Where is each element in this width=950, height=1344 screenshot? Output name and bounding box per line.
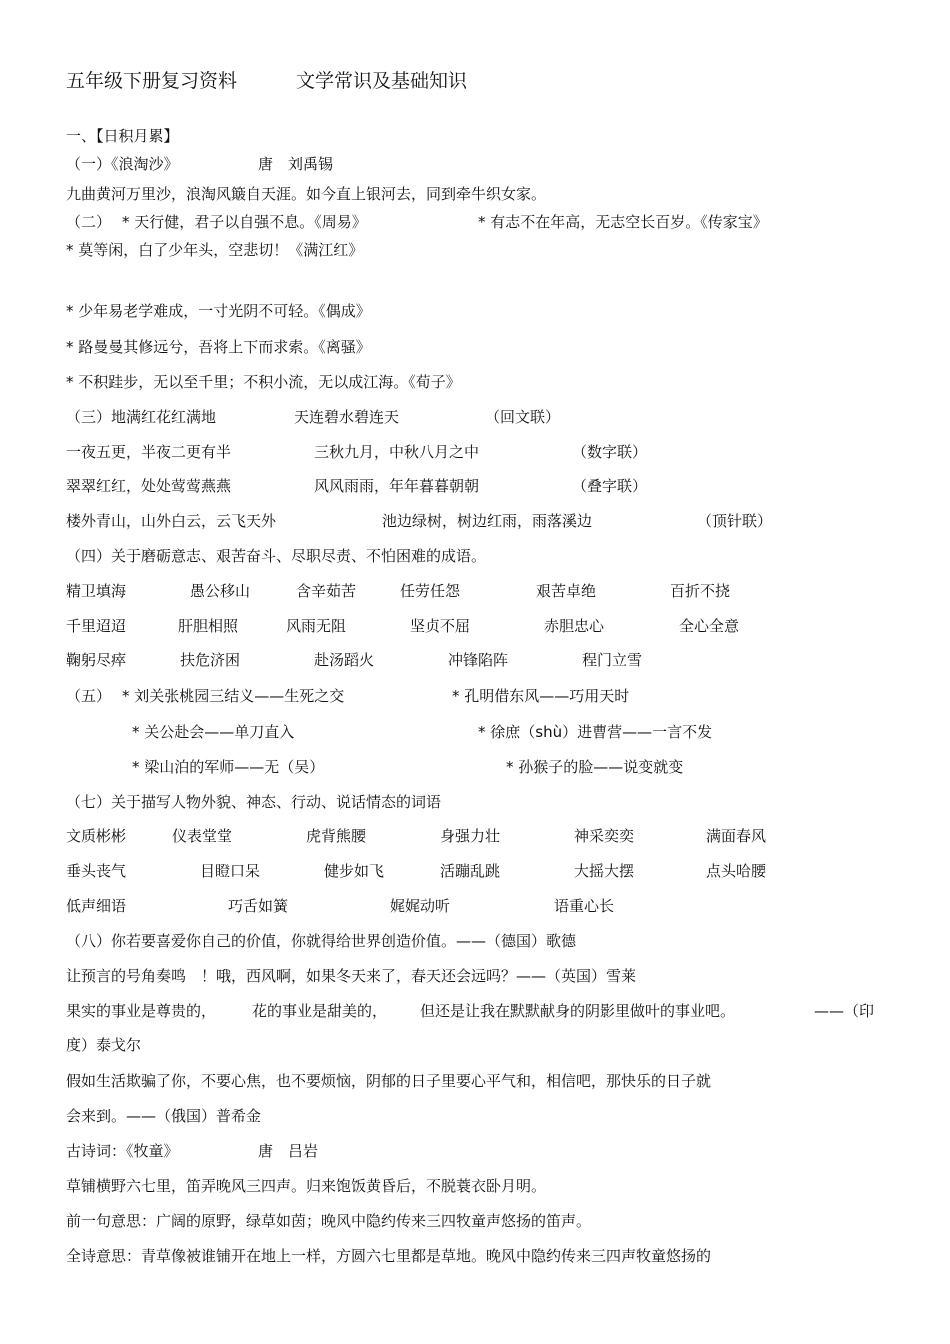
quote-line: * 莫等闲，白了少年头，空悲切！《满江红》 [66, 241, 364, 259]
xiehouyu-item: * 刘关张桃园三结义——生死之交 [122, 687, 345, 705]
quote-line: * 天行健，君子以自强不息。《周易》 [122, 213, 367, 231]
quote-pushkin: 会来到。——（俄国）普希金 [66, 1107, 262, 1125]
description-word: 娓娓动听 [390, 897, 451, 915]
quote-tagore-attribution: ——（印 [814, 1002, 875, 1020]
quote-line: * 不积跬步，无以至千里；不积小流，无以成江海。《荀子》 [66, 373, 461, 391]
xiehouyu-item: * 徐庶（shù）进曹营——一言不发 [478, 723, 713, 741]
poem-meaning: 全诗意思：青草像被谁铺开在地上一样，方圆六七里都是草地。晚风中隐约传来三四声牧童悠扬的 [66, 1247, 712, 1265]
couplet-second-line: 风风雨雨，年年暮暮朝朝 [314, 477, 480, 495]
ancient-poem-text: 草铺横野六七里，笛弄晚风三四声。归来饱饭黄昏后，不脱蓑衣卧月明。 [66, 1177, 547, 1195]
ancient-poem-label: 古诗词：《牧童》 [66, 1142, 179, 1160]
xiehouyu-item: * 孙猴子的脸——说变就变 [506, 758, 684, 776]
idiom: 风雨无阻 [286, 617, 347, 635]
quote-tagore-part: 果实的事业是尊贵的， [66, 1002, 217, 1020]
quote-pushkin: 假如生活欺骗了你，不要心焦，也不要烦恼，阴郁的日子里要心平气和，相信吧，那快乐的日子就 [66, 1072, 712, 1090]
ancient-poem-author: 唐 吕岩 [258, 1142, 319, 1160]
couplet-type: （顶针联） [697, 512, 773, 530]
couplet-type: （叠字联） [572, 477, 648, 495]
couplet-first-line: 一夜五更，半夜二更有半 [66, 443, 232, 461]
doc-title: 五年级下册复习资料 [66, 70, 238, 92]
idiom: 千里迢迢 [66, 617, 127, 635]
idiom: 程门立雪 [582, 651, 643, 669]
idiom: 坚贞不屈 [410, 617, 471, 635]
description-word: 点头哈腰 [706, 862, 767, 880]
words-heading: （七）关于描写人物外貌、神态、行动、说话情态的词语 [66, 793, 442, 811]
description-word: 大摇大摆 [574, 862, 635, 880]
description-word: 虎背熊腰 [306, 827, 367, 845]
couplet-first-line: （三）地满红花红满地 [66, 408, 217, 426]
section-heading: 一、【日积月累】 [66, 127, 179, 145]
couplet-type: （回文联） [485, 408, 561, 426]
poem-label: （一）《浪淘沙》 [66, 155, 179, 173]
couplet-first-line: 翠翠红红，处处莺莺燕燕 [66, 477, 232, 495]
description-word: 健步如飞 [324, 862, 385, 880]
couplet-second-line: 天连碧水碧连天 [294, 408, 400, 426]
quote-tagore-part: 花的事业是甜美的， [252, 1002, 388, 1020]
description-word: 垂头丧气 [66, 862, 127, 880]
idiom: 艰苦卓绝 [536, 582, 597, 600]
poem-author: 唐 刘禹锡 [258, 155, 334, 173]
description-word: 身强力壮 [440, 827, 501, 845]
couplet-second-line: 三秋九月，中秋八月之中 [314, 443, 480, 461]
xiehouyu-item: * 孔明借东风——巧用天时 [452, 687, 630, 705]
quote-line: * 路曼曼其修远兮，吾将上下而求索。《离骚》 [66, 338, 371, 356]
poem-text: 九曲黄河万里沙，浪淘风簸自天涯。如今直上银河去，同到牵牛织女家。 [66, 185, 547, 203]
xiehouyu-label: （五） [66, 687, 112, 705]
idiom: 冲锋陷阵 [448, 651, 509, 669]
xiehouyu-item: * 关公赴会——单刀直入 [132, 723, 295, 741]
idiom: 精卫填海 [66, 582, 127, 600]
idiom: 肝胆相照 [178, 617, 239, 635]
description-word: 神采奕奕 [574, 827, 635, 845]
description-word: 目瞪口呆 [200, 862, 261, 880]
description-word: 仪表堂堂 [172, 827, 233, 845]
couplet-type: （数字联） [572, 443, 648, 461]
idiom: 全心全意 [679, 617, 740, 635]
idiom: 百折不挠 [670, 582, 731, 600]
idiom: 鞠躬尽瘁 [66, 651, 127, 669]
description-word: 语重心长 [554, 897, 615, 915]
quote-tagore-attribution: 度）泰戈尔 [66, 1036, 142, 1054]
idioms-heading: （四）关于磨砺意志、艰苦奋斗、尽职尽责、不怕困难的成语。 [66, 547, 487, 565]
couplet-first-line: 楼外青山，山外白云，云飞天外 [66, 512, 277, 530]
quote-line: * 少年易老学难成，一寸光阴不可轻。《偶成》 [66, 302, 371, 320]
description-word: 文质彬彬 [66, 827, 127, 845]
description-word: 满面春风 [706, 827, 767, 845]
quotes-label: （二） [66, 213, 112, 231]
quote-tagore-part: 但还是让我在默默献身的阴影里做叶的事业吧。 [420, 1002, 736, 1020]
quote-goethe: （八）你若要喜爱你自己的价值，你就得给世界创造价值。——（德国）歌德 [66, 932, 577, 950]
xiehouyu-item: * 梁山泊的军师——无（吴） [132, 758, 325, 776]
idiom: 任劳任怨 [400, 582, 461, 600]
couplet-second-line: 池边绿树，树边红雨，雨落溪边 [382, 512, 593, 530]
description-word: 活蹦乱跳 [440, 862, 501, 880]
idiom: 赤胆忠心 [544, 617, 605, 635]
idiom: 愚公移山 [190, 582, 251, 600]
quote-shelley: 让预言的号角奏鸣 ！哦，西风啊，如果冬天来了，春天还会远吗？——（英国）雪莱 [66, 967, 637, 985]
idiom: 赴汤蹈火 [314, 651, 375, 669]
idiom: 扶危济困 [180, 651, 241, 669]
quote-line: * 有志不在年高，无志空长百岁。《传家宝》 [478, 213, 768, 231]
idiom: 含辛茹苦 [296, 582, 357, 600]
doc-subtitle: 文学常识及基础知识 [296, 70, 468, 92]
description-word: 巧舌如簧 [228, 897, 289, 915]
poem-meaning: 前一句意思：广阔的原野，绿草如茵；晚风中隐约传来三四牧童声悠扬的笛声。 [66, 1212, 592, 1230]
description-word: 低声细语 [66, 897, 127, 915]
